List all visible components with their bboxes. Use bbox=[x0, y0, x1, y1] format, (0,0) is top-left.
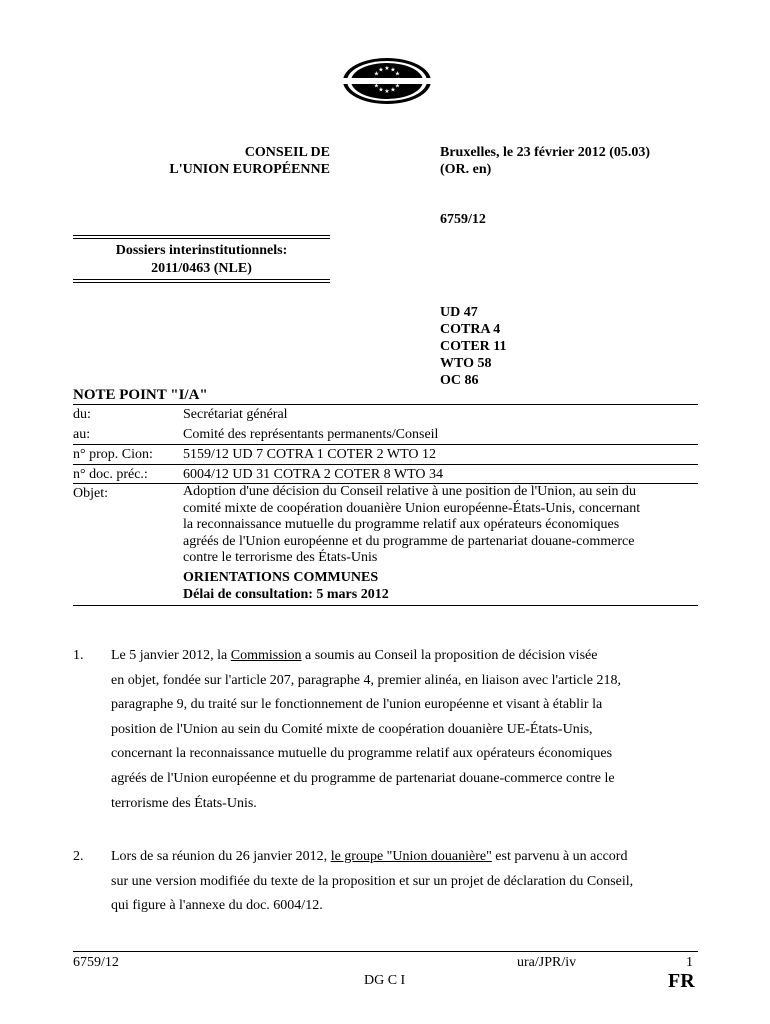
paragraph-line bbox=[111, 644, 681, 669]
subject-line: comité mixte de coopération douanière Union européenne-États-Unis, concernant bbox=[183, 500, 641, 516]
prev-doc-label: n° doc. préc.: bbox=[73, 467, 148, 482]
svg-text:★: ★ bbox=[384, 88, 390, 95]
divider bbox=[73, 605, 698, 606]
code-item: COTER 11 bbox=[440, 339, 507, 354]
consultation-deadline: Délai de consultation: 5 mars 2012 bbox=[183, 586, 389, 602]
svg-text:★: ★ bbox=[390, 66, 396, 74]
paragraph-line: paragraphe 9, du traité sur le fonctionnement de l'union européenne et visant à établir la bbox=[111, 697, 603, 713]
divider bbox=[73, 279, 330, 280]
paragraph-1 bbox=[111, 644, 681, 816]
orientations-heading: ORIENTATIONS COMMUNES bbox=[183, 570, 379, 585]
proposal-label: n° prop. Cion: bbox=[73, 447, 153, 462]
svg-text:★: ★ bbox=[378, 66, 384, 74]
svg-text:★: ★ bbox=[394, 70, 401, 78]
paragraph-line: position de l'Union au sein du Comité mixte de coopération douanière UE-États-Unis, bbox=[111, 721, 593, 737]
svg-text:★: ★ bbox=[394, 82, 401, 90]
svg-text:★: ★ bbox=[373, 70, 380, 78]
document-number: 6759/12 bbox=[440, 212, 486, 227]
dossier-reference bbox=[73, 242, 330, 278]
code-item: WTO 58 bbox=[440, 356, 492, 371]
council-emblem-icon bbox=[341, 56, 433, 106]
paragraph-number: 2. bbox=[73, 849, 84, 864]
prev-doc-value: 6004/12 UD 31 COTRA 2 COTER 8 WTO 34 bbox=[183, 467, 444, 482]
original-language: (OR. en) bbox=[440, 162, 492, 177]
divider bbox=[73, 238, 330, 239]
subject-line: la reconnaissance mutuelle du programme relatif aux opérateurs économiques bbox=[183, 517, 620, 532]
language-code: FR bbox=[668, 970, 695, 992]
footer-doc-number: 6759/12 bbox=[73, 955, 119, 970]
paragraph-line: agréés de l'Union européenne et du programme de partenariat douane-commerce contre le bbox=[111, 770, 615, 786]
text-run: est parvenu à un accord bbox=[491, 849, 628, 864]
paragraph-number: 1. bbox=[73, 648, 84, 663]
footer-divider bbox=[73, 951, 698, 952]
code-item: COTRA 4 bbox=[440, 322, 501, 337]
classification-codes bbox=[440, 304, 507, 389]
svg-text:★: ★ bbox=[384, 65, 390, 72]
council-line1: CONSEIL DE bbox=[244, 145, 330, 160]
from-value: Secrétariat général bbox=[183, 407, 288, 422]
from-label: du: bbox=[73, 407, 91, 422]
text-run: Le 5 janvier 2012, la bbox=[111, 648, 231, 663]
code-item: OC 86 bbox=[440, 373, 479, 388]
code-item: UD 47 bbox=[440, 305, 478, 320]
paragraph-line bbox=[111, 845, 681, 870]
to-value: Comité des représentants permanents/Conseil bbox=[183, 427, 439, 442]
paragraph-line: concernant la reconnaissance mutuelle du programme relatif aux opérateurs économiques bbox=[111, 746, 613, 762]
svg-text:★: ★ bbox=[373, 82, 380, 90]
subject-label: Objet: bbox=[73, 486, 108, 501]
divider bbox=[73, 444, 698, 445]
date-line: Bruxelles, le 23 février 2012 (05.03) bbox=[440, 145, 651, 160]
subject-line: agréés de l'Union européenne et du programme de partenariat douane-commerce bbox=[183, 533, 635, 549]
divider bbox=[73, 464, 698, 465]
to-label: au: bbox=[73, 427, 91, 442]
footer-dg: DG C I bbox=[364, 973, 406, 988]
divider bbox=[73, 235, 330, 236]
svg-text:★: ★ bbox=[396, 76, 402, 84]
text-run: a soumis au Conseil la proposition de décision visée bbox=[301, 648, 598, 663]
paragraph-line: en objet, fondée sur l'article 207, paragraphe 4, premier alinéa, en liaison avec l'article 218, bbox=[111, 672, 621, 688]
proposal-value: 5159/12 UD 7 COTRA 1 COTER 2 WTO 12 bbox=[183, 447, 437, 462]
note-title: NOTE POINT "I/A" bbox=[73, 387, 208, 403]
text-run: Lors de sa réunion du 26 janvier 2012, bbox=[111, 849, 331, 864]
orientations-block bbox=[183, 570, 389, 603]
dossier-line1: Dossiers interinstitutionnels: bbox=[115, 243, 288, 258]
customs-union-group-link[interactable]: le groupe "Union douanière" bbox=[330, 849, 492, 864]
paragraph-2 bbox=[111, 845, 681, 919]
paragraph-line: sur une version modifiée du texte de la proposition et sur un projet de déclaration du Conseil, bbox=[111, 873, 634, 889]
council-name bbox=[150, 144, 330, 178]
paragraph-line: qui figure à l'annexe du doc. 6004/12. bbox=[111, 898, 323, 914]
svg-text:★: ★ bbox=[390, 86, 396, 94]
svg-text:★: ★ bbox=[378, 86, 384, 94]
svg-text:★: ★ bbox=[372, 76, 378, 84]
paragraph-line: terrorisme des États-Unis. bbox=[111, 795, 257, 811]
dossier-line2: 2011/0463 (NLE) bbox=[151, 261, 252, 276]
page-number: 1 bbox=[686, 955, 693, 970]
subject-text bbox=[183, 484, 693, 567]
council-line2: L'UNION EUROPÉENNE bbox=[169, 162, 330, 177]
divider bbox=[73, 404, 698, 405]
subject-line: contre le terrorisme des États-Unis bbox=[183, 550, 378, 565]
footer-initials: ura/JPR/iv bbox=[517, 955, 577, 970]
date-block bbox=[440, 144, 650, 178]
subject-line: Adoption d'une décision du Conseil relative à une position de l'Union, au sein du bbox=[183, 484, 636, 499]
commission-link[interactable]: Commission bbox=[230, 648, 302, 663]
divider bbox=[73, 282, 330, 283]
